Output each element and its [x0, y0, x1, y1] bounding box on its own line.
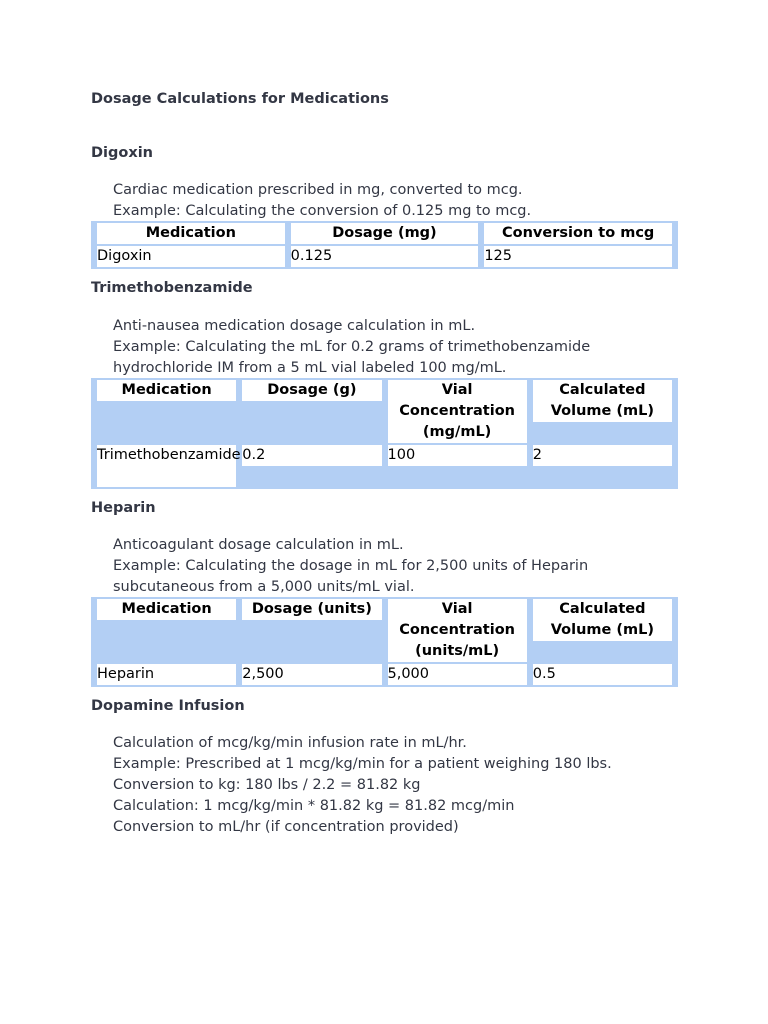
heparin-example-line2: subcutaneous from a 5,000 units/mL vial.	[113, 579, 415, 595]
trimethobenzamide-table	[91, 378, 678, 489]
dopamine-line: Conversion to kg: 180 lbs / 2.2 = 81.82 kg	[113, 777, 421, 793]
digoxin-example: Example: Calculating the conversion of 0.125 mg to mcg.	[113, 203, 532, 219]
table-header-cell: Vial Concentration (mg/mL)	[388, 380, 527, 443]
table-cell: 0.5	[533, 664, 672, 685]
heparin-text	[113, 535, 673, 598]
table-header-cell-wrap	[242, 599, 381, 662]
table-cell-wrap	[242, 445, 381, 487]
table-header-cell: Medication	[97, 223, 285, 244]
table-cell: Trimethobenzamide	[97, 445, 236, 487]
table-header-cell: Dosage (mg)	[291, 223, 479, 244]
table-cell-wrap	[388, 445, 527, 487]
dopamine-line: Conversion to mL/hr (if concentration provided)	[113, 819, 459, 835]
table-row	[97, 664, 672, 685]
table-cell: 100	[388, 445, 527, 466]
digoxin-heading: Digoxin	[91, 145, 153, 161]
dopamine-heading: Dopamine Infusion	[91, 698, 245, 714]
table-header-cell: Vial Concentration (units/mL)	[388, 599, 527, 662]
table-header-cell-wrap	[97, 599, 236, 662]
dopamine-text	[113, 733, 673, 838]
digoxin-text	[113, 180, 673, 222]
table-header-row	[97, 223, 672, 244]
table-header-cell: Dosage (g)	[242, 380, 381, 401]
heparin-example-line1: Example: Calculating the dosage in mL for 2,500 units of Heparin	[113, 558, 589, 574]
document-title: Dosage Calculations for Medications	[91, 91, 389, 107]
dopamine-line: Example: Prescribed at 1 mcg/kg/min for a patient weighing 180 lbs.	[113, 756, 612, 772]
trimethobenzamide-text	[113, 316, 673, 379]
trimethobenzamide-example-line2: hydrochloride IM from a 5 mL vial labeled 100 mg/mL.	[113, 360, 507, 376]
table-header-cell: Conversion to mcg	[484, 223, 672, 244]
table-cell: Heparin	[97, 664, 236, 685]
table-cell: 0.125	[291, 246, 479, 267]
table-header-cell-wrap	[242, 380, 381, 443]
table-cell: 5,000	[388, 664, 527, 685]
trimethobenzamide-example-line1: Example: Calculating the mL for 0.2 grams of trimethobenzamide	[113, 339, 591, 355]
table-header-cell: Dosage (units)	[242, 599, 381, 620]
table-header-cell: Calculated Volume (mL)	[533, 380, 672, 422]
table-cell-wrap	[533, 445, 672, 487]
digoxin-table	[91, 221, 678, 269]
table-cell: 125	[484, 246, 672, 267]
trimethobenzamide-heading: Trimethobenzamide	[91, 280, 253, 296]
dopamine-line: Calculation of mcg/kg/min infusion rate in mL/hr.	[113, 735, 467, 751]
dopamine-line: Calculation: 1 mcg/kg/min * 81.82 kg = 81.82 mcg/min	[113, 798, 515, 814]
table-cell: Digoxin	[97, 246, 285, 267]
table-cell: 2	[533, 445, 672, 466]
table-header-row	[97, 380, 672, 443]
table-header-cell-wrap	[533, 380, 672, 443]
table-header-cell: Calculated Volume (mL)	[533, 599, 672, 641]
table-header-cell-wrap	[533, 599, 672, 662]
trimethobenzamide-description: Anti-nausea medication dosage calculation in mL.	[113, 318, 476, 334]
table-cell: 0.2	[242, 445, 381, 466]
table-row	[97, 246, 672, 267]
table-header-cell: Medication	[97, 599, 236, 620]
heparin-description: Anticoagulant dosage calculation in mL.	[113, 537, 404, 553]
table-header-cell: Medication	[97, 380, 236, 401]
heparin-table	[91, 597, 678, 687]
heparin-heading: Heparin	[91, 500, 156, 516]
table-row	[97, 445, 672, 487]
table-cell: 2,500	[242, 664, 381, 685]
table-header-cell-wrap	[97, 380, 236, 443]
table-header-row	[97, 599, 672, 662]
digoxin-description: Cardiac medication prescribed in mg, converted to mcg.	[113, 182, 523, 198]
